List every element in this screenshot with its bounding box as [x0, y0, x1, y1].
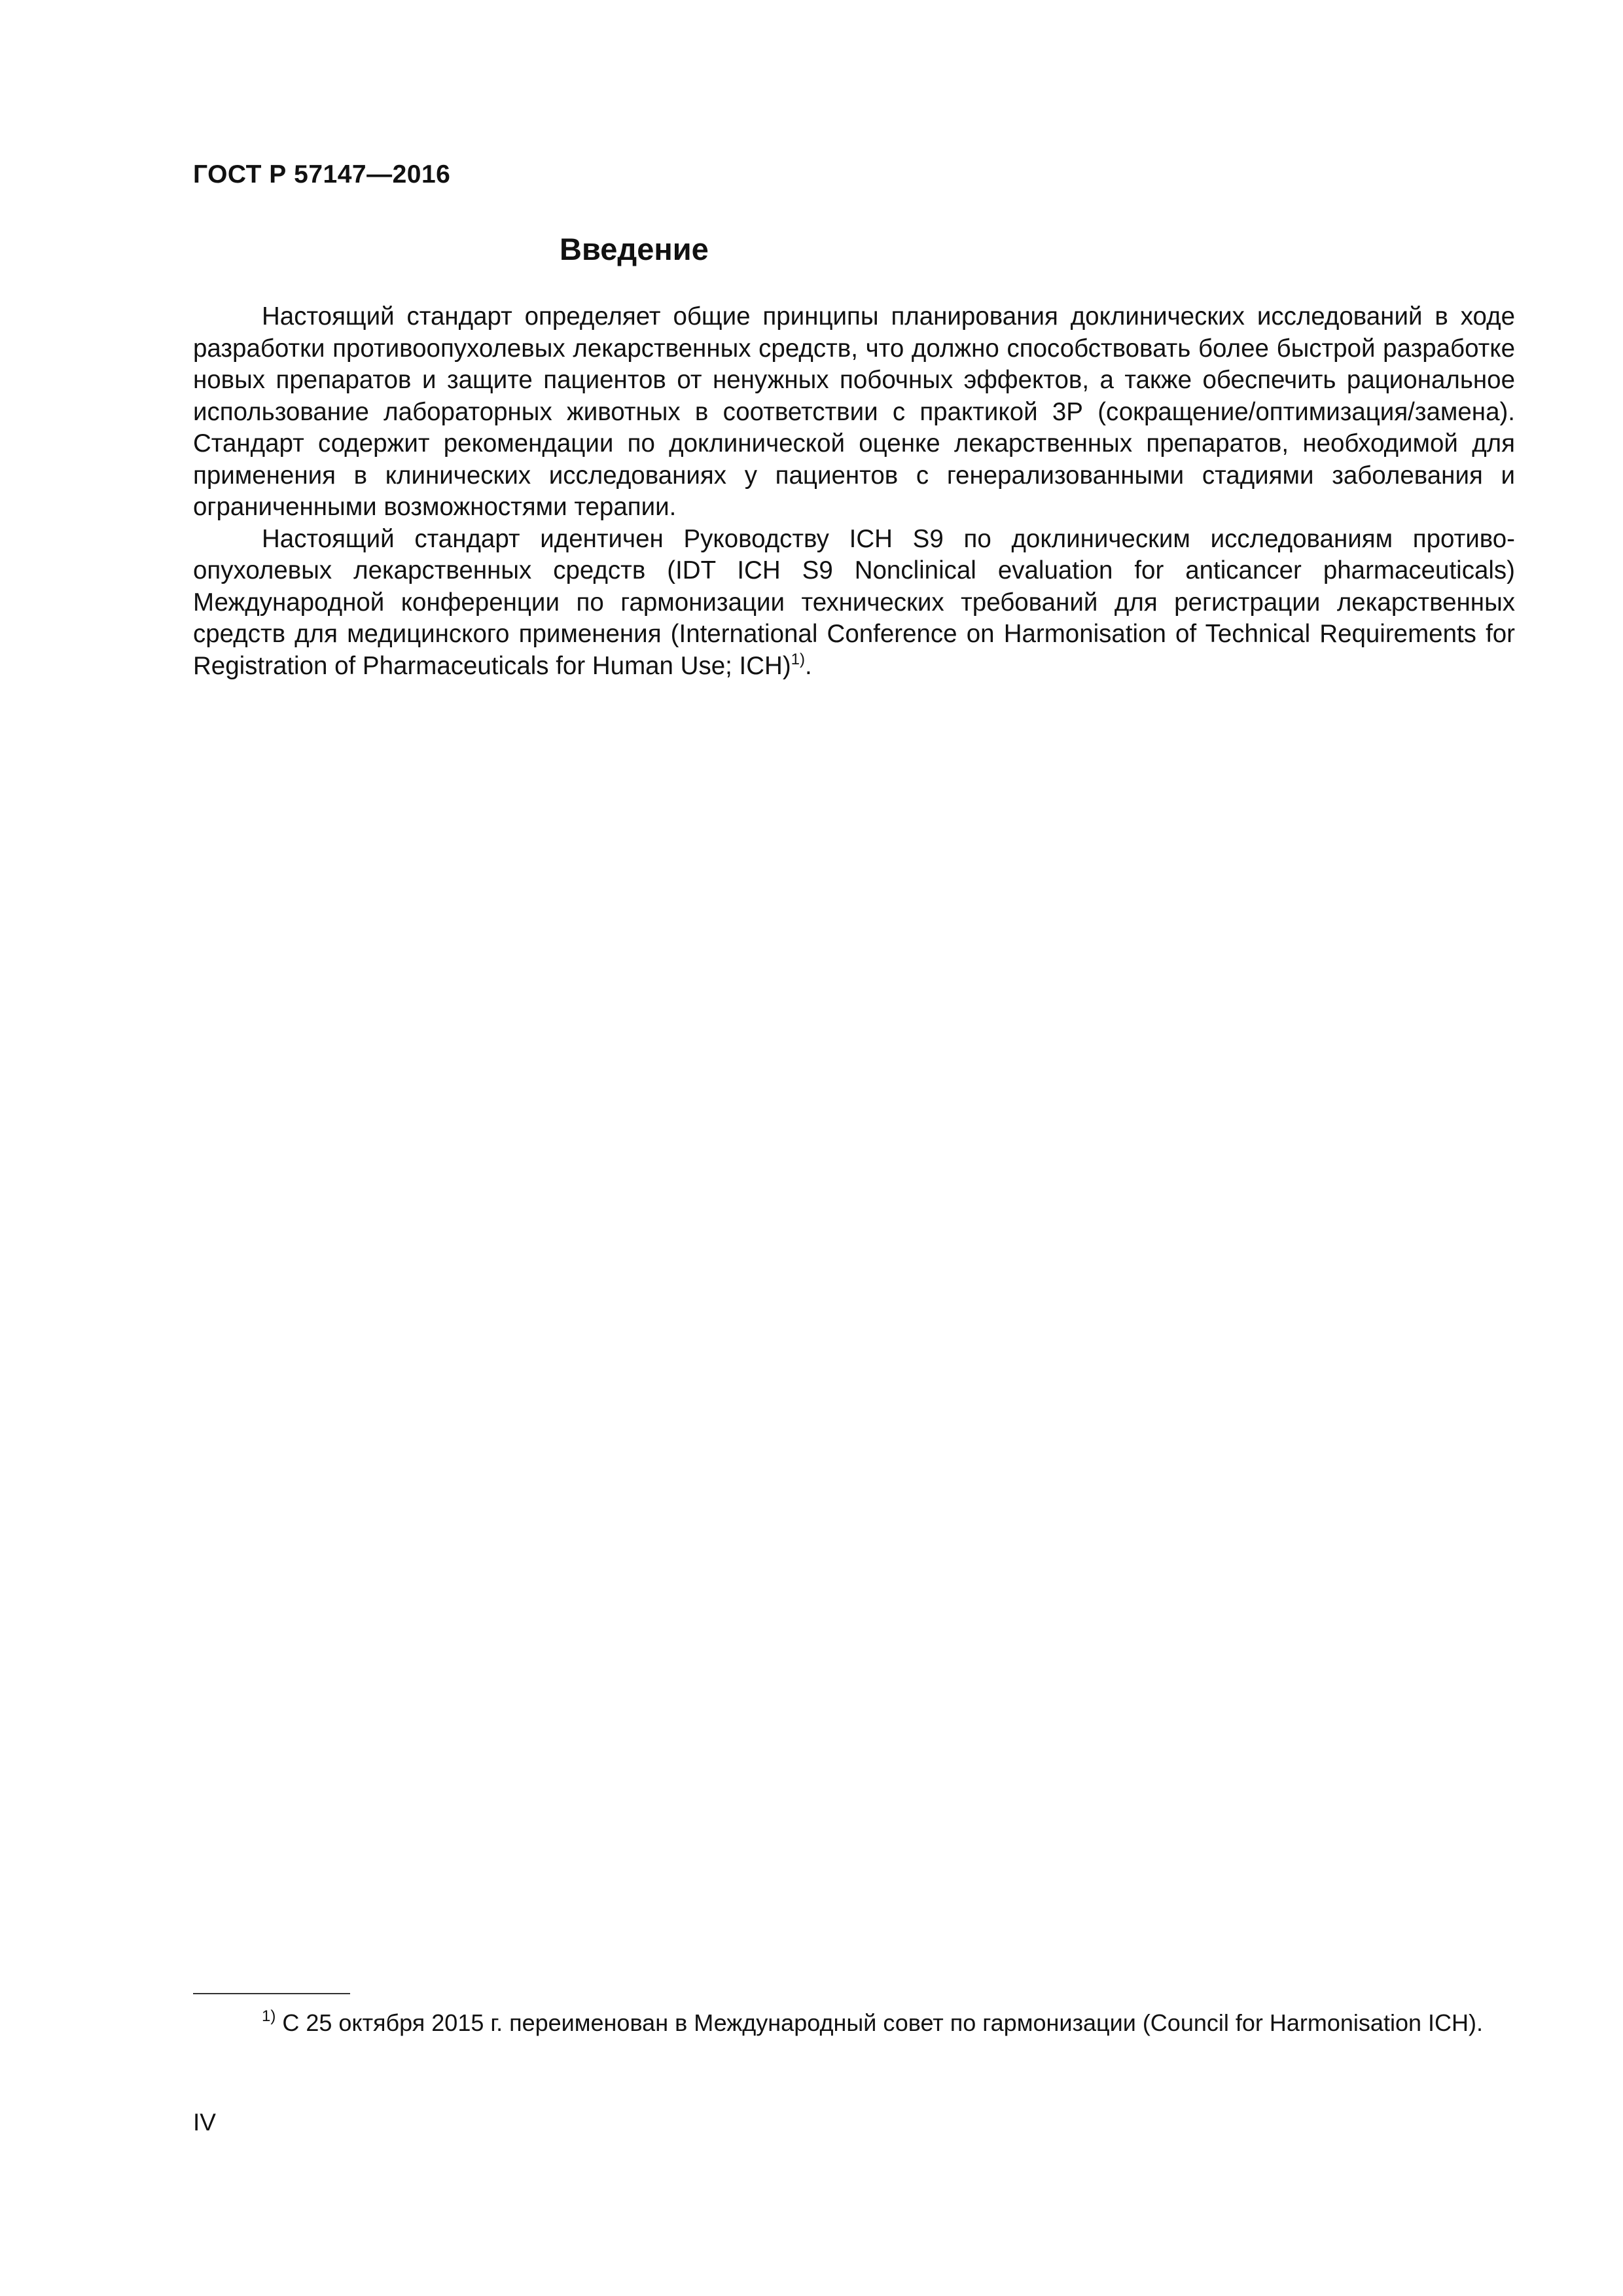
paragraph-2: [193, 524, 1515, 683]
section-title: Введение: [560, 232, 709, 266]
footnote-marker: 1): [262, 2007, 276, 2025]
paragraph-1: Настоящий стандарт определяет общие принципы планирования доклинических исследований в ходе разработки противоопухолевых лекарственных средств, что должно способствовать более быстрой разработке новых препаратов и защите пациентов от ненужных побочных эффектов, а также обеспечить рациональное использование лабораторных животных в соответствии с практикой 3Р (сокращение/оптимизация/замена). Стандарт содержит рекомендации по доклинической оценке лекарственных препаратов, необходимой для применения в клинических исследованиях у пациентов с генерализованными стадиями заболевания и ограниченными возможностями терапии.: [193, 302, 1515, 521]
body-text: [193, 301, 1515, 682]
footnote: [193, 2007, 1515, 2039]
document-id-header: ГОСТ Р 57147—2016: [193, 160, 451, 188]
paragraph-2-text: Настоящий стандарт идентичен Руководству ICH S9 по доклиническим исследованиям противоопухолевых лекарственных средств (IDT ICH S9 Nonclinical evaluation for anticancer pharmaceuticals) Международной конференции по гармонизации технических требований для регистрации лекарственных средств для медицинского применения (International Conference on Harmonisation of Technical Requirements for Registration of Pharmaceuticals for Human Use; ICH): [193, 524, 1515, 680]
paragraph-2-end: .: [805, 651, 812, 680]
footnote-reference[interactable]: 1): [791, 650, 805, 668]
page-number: IV: [193, 2109, 216, 2136]
footnote-divider: [193, 1993, 350, 1994]
footnote-text: С 25 октября 2015 г. переименован в Международный совет по гармонизации (Council for Harmonisation ICH).: [276, 2009, 1483, 2036]
